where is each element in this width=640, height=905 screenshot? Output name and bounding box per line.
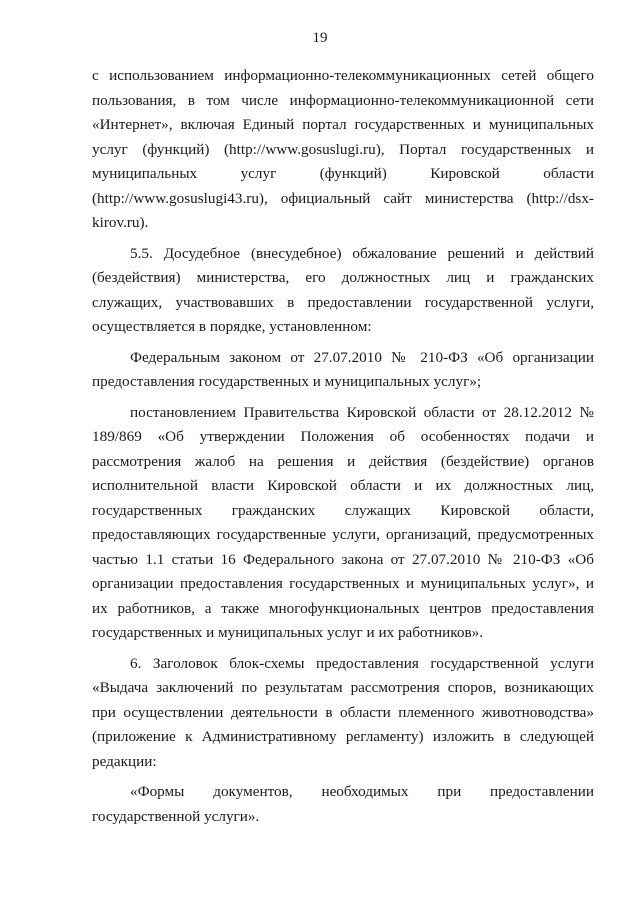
- paragraph-flowchart-title: 6. Заголовок блок-схемы предоставления государственной услуги «Выдача заключений по результатам рассмотрения споров, возникающих при осуществлении деятельности в области племенного животноводства» (приложение к Административному регламенту) изложить в следующей редакции:: [92, 654, 594, 770]
- paragraph-new-title: «Формы документов, необходимых при предоставлении государственной услуги».: [92, 783, 594, 825]
- paragraph-government-resolution: постановлением Правительства Кировской области от 28.12.2012 № 189/869 «Об утверждении Положения об особенностях подачи и рассмотрения жалоб на решения и действия (бездействие) органов исполнительной власти Кировской области и их должностных лиц, государственных гражданских служащих Кировской области, предоставляющих государственные услуги, организаций, предусмотренных частью 1.1 статьи 16 Федерального закона от 27.07.2010 № 210-ФЗ «Об организации предоставления государственных и муниципальных услуг», и их работников, а также многофункциональных центров предоставления государственных и муниципальных услуг и их работников».: [92, 403, 594, 641]
- document-body: [92, 64, 594, 829]
- page-number: 19: [312, 30, 328, 46]
- paragraph-pretrial-appeal: 5.5. Досудебное (внесудебное) обжалование решений и действий (бездействия) министерства, его должностных лиц и гражданских служащих, участвовавших в предоставлении государственной услуги, осуществляется в порядке, установленном:: [92, 244, 594, 335]
- paragraph-federal-law: Федеральным законом от 27.07.2010 № 210-ФЗ «Об организации предоставления государственных и муниципальных услуг»;: [92, 348, 594, 390]
- paragraph-internet-channels: с использованием информационно-телекоммуникационных сетей общего пользования, в том числе информационно-телекоммуникационной сети «Интернет», включая Единый портал государственных и муниципальных услуг (функций) (http://www.gosuslugi.ru), Портал государственных и муниципальных услуг (функций) Кировской области (http://www.gosuslugi43.ru), официальный сайт министерства (http://dsx-kirov.ru).: [92, 67, 594, 231]
